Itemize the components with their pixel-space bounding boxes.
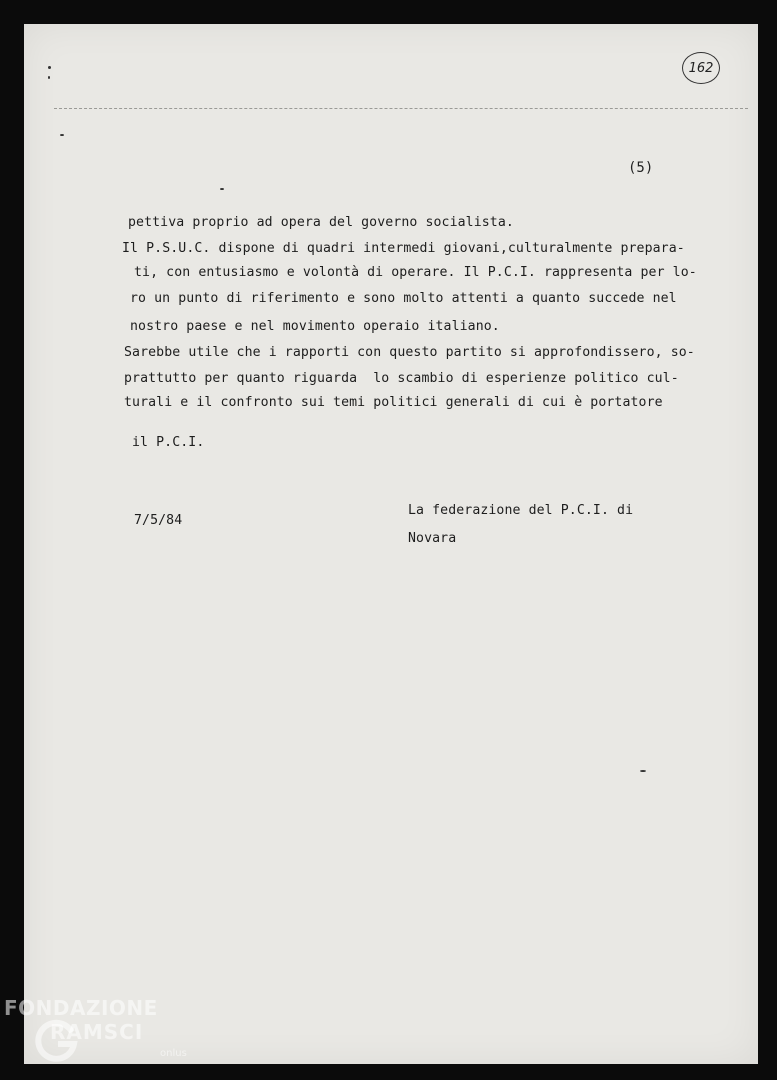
- paper-speck: [220, 188, 224, 190]
- body-line: il P.C.I.: [132, 435, 205, 450]
- signature-city: Novara: [408, 531, 457, 546]
- paper-speck: [48, 76, 50, 79]
- body-line: pettiva proprio ad opera del governo socialista.: [128, 215, 514, 230]
- fold-line: [54, 108, 748, 109]
- body-line: ro un punto di riferimento e sono molto attenti a quanto succede nel: [130, 291, 677, 306]
- page-number: (5): [628, 160, 654, 176]
- watermark-suffix: onlus: [160, 1048, 187, 1059]
- watermark-line1: FONDAZIONE: [4, 996, 158, 1020]
- body-line: Il P.S.U.C. dispone di quadri intermedi giovani,culturalmente prepara-: [122, 241, 685, 256]
- document-page: [24, 24, 758, 1064]
- body-line: nostro paese e nel movimento operaio italiano.: [130, 319, 500, 334]
- paper-speck: [48, 66, 51, 69]
- signature-line: La federazione del P.C.I. di: [408, 503, 634, 518]
- paper-speck: [640, 770, 646, 772]
- body-line: turali e il confronto sui temi politici generali di cui è portatore: [124, 395, 663, 410]
- watermark-line2: RAMSCI: [50, 1020, 144, 1044]
- document-date: 7/5/84: [134, 513, 183, 528]
- body-line: Sarebbe utile che i rapporti con questo partito si approfondissero, so-: [124, 345, 695, 360]
- paper-speck: [60, 134, 64, 136]
- body-line: ti, con entusiasmo e volontà di operare. Il P.C.I. rappresenta per lo-: [134, 265, 697, 280]
- archive-stamp: 162: [682, 52, 720, 84]
- watermark-logo: [4, 996, 204, 1076]
- body-line: prattutto per quanto riguarda lo scambio di esperienze politico cul-: [124, 371, 679, 386]
